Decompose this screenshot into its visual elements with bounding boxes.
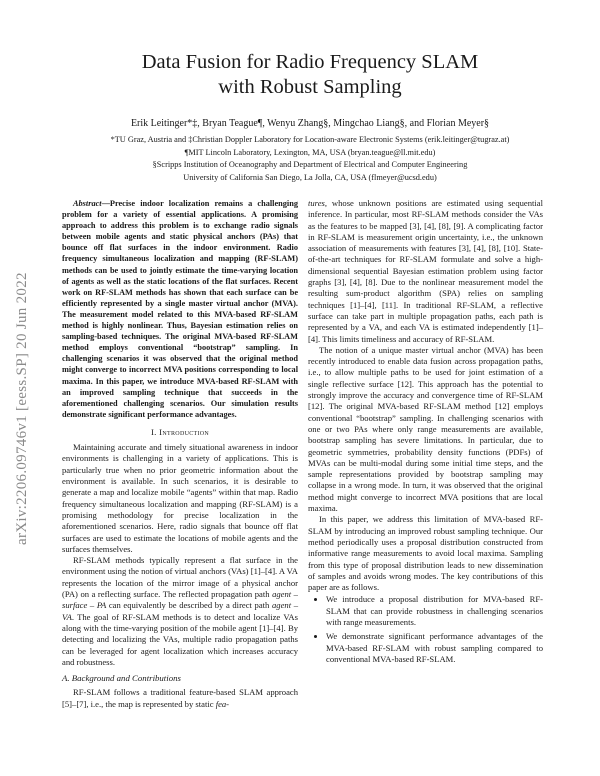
- contribution-paragraph: In this paper, we address this limitation of MVA-based RF-SLAM by introducing an improved robust sampling technique. Our method periodically uses a proposal distribution constructed from informative range measurements to avoid local maxima. Sampling from this type of proposal distribution leads to new dissemination of samples and avoids wrong modes. The key contributions of this paper are as follows.: [308, 514, 543, 593]
- left-column: [62, 198, 298, 710]
- title-line-2: with Robust Sampling: [218, 76, 402, 98]
- affiliation-line: ¶MIT Lincoln Laboratory, Lexington, MA, USA (bryan.teague@ll.mit.edu): [184, 147, 436, 157]
- background-continued-text: , whose unknown positions are estimated using sequential inference. In particular, most RF-SLAM methods consider the VAs as the features to be mapped [3], [4], [8], [9]. A complicating factor in RF-SLAM is measurement origin uncertainty, i.e., the unknown association of measurements with features [3], [4], [8], [10]. State-of-the-art techniques for RF-SLAM formulate and solve a high-dimensional sequential Bayesian estimation problem using factor graphs [3], [4], [8]. Due to the nonlinear measurement model the resulting sum-product algorithm (SPA) relies on sampling techniques [1]–[4], [11]. In traditional RF-SLAM, a reflective surface can take part in multiple propagation paths, each path is represented by a VA, and each VA is estimated independently [1]–[4]. This limits timeliness and accuracy of RF-SLAM.: [308, 198, 543, 344]
- arxiv-identifier: arXiv:2206.09746v1 [eess.SP] 20 Jun 2022: [14, 272, 30, 545]
- affiliation-line: *TU Graz, Austria and ‡Christian Doppler Laboratory for Location-aware Electronic Systems (erik.leitinger@tugraz.at): [110, 135, 510, 144]
- list-item: • We demonstrate significant performance advantages of the MVA-based RF-SLAM with robust sampling compared to conventional MVA-based RF-SLAM.: [326, 631, 543, 665]
- paper-title: [60, 50, 560, 100]
- abstract: [62, 198, 298, 420]
- right-column: [308, 198, 543, 668]
- path-notation-2: agent – VA: [62, 600, 298, 622]
- intro-p2-text-c: . The goal of RF-SLAM methods is to detect and localize VAs along with the time-varying position of the mobile agent [1]–[4]. By detecting and localizing the VAs, multiple radio propagation paths can be leveraged for agent localization which increases accuracy and robustness.: [62, 611, 298, 667]
- contributions-list: [308, 594, 543, 665]
- abstract-label: Abstract: [73, 199, 102, 208]
- background-text: RF-SLAM follows a traditional feature-based SLAM approach [5]–[7], i.e., the map is represented by static: [62, 687, 298, 709]
- intro-p2-text-a: RF-SLAM methods typically represent a flat surface in the environment using the notion of virtual anchors (VAs) [1]–[4]. A VA represents the location of the mirror image of a physical anchor (PA) on a reflecting surface. The reflected propagation path: [62, 555, 298, 600]
- mva-paragraph: The notion of a unique master virtual anchor (MVA) has been recently introduced to enable data fusion across propagation paths, i.e., to allow multiple paths to be used for joint estimation of a single reflective surface [12]. This approach has the potential to strongly improve the accuracy and convergence time of RF-SLAM [12]. The original MVA-based RF-SLAM method [12] employs conventional “bootstrap” sampling. In challenging scenarios with one or two PAs where only range measurements are available, bootstrap sampling has severe limitations. In particular, due to geometric symmetries, probability density functions (PDFs) of MVAs can be multi-modal during some initial time steps, and the sample representations provided by bootstrap sampling may collapse in a wrong mode. In turn, it was observed that the original method might converge to incorrect MVA positions that are local maxima.: [308, 344, 543, 514]
- affiliation-line: §Scripps Institution of Oceanography and Department of Electrical and Computer Engineering: [152, 160, 468, 169]
- intro-paragraph-2: [62, 555, 298, 668]
- author-list: Erik Leitinger*‡, Bryan Teague¶, Wenyu Zhang§, Mingchao Liang§, and Florian Meyer§: [130, 118, 490, 129]
- affiliation-line: University of California San Diego, La Jolla, CA, USA (flmeyer@ucsd.edu): [183, 172, 437, 182]
- list-item: • We introduce a proposal distribution for MVA-based RF-SLAM that can provide robustness in challenging scenarios with range measurements.: [326, 594, 543, 628]
- section-heading-introduction: I. Introduction: [150, 426, 210, 437]
- background-paragraph-start: [62, 687, 298, 710]
- subsection-heading-background: A. Background and Contributions: [62, 673, 181, 684]
- path-notation-1: agent – surface – PA: [62, 589, 298, 611]
- abstract-text: —Precise indoor localization remains a challenging problem for a variety of essential applications. A promising approach to address this problem is to exchange radio signals between mobile agents and static physical anchors (PAs) that bounce off flat surfaces in the indoor environment. Radio frequency simultaneous localization and mapping (RF-SLAM) methods can be used to jointly estimate the time-varying location of agents as well as the static locations of the flat surfaces. Recent work on RF-SLAM methods has shown that each surface can be efficiently represented by a single master virtual anchor (MVA). The measurement model related to this MVA-based RF-SLAM method is highly nonlinear. Thus, Bayesian estimation relies on sampling-based techniques. The original MVA-based RF-SLAM method employs conventional “bootstrap” sampling. In challenging scenarios it was observed that the original method might converge to incorrect MVA positions corresponding to local maxima. In this paper, we introduce MVA-based RF-SLAM with an improved sampling technique that succeeds in the aforementioned challenging scenarios. Our simulation results demonstrate significant performance advantages.: [62, 199, 298, 419]
- affiliations: [60, 134, 560, 184]
- intro-paragraph-1: Maintaining accurate and timely situational awareness in indoor environments is challenging in a variety of applications. This is particularly true when no prior geometric information about the environment is available. In such scenarios, it is desirable to generate a map and localize mobile “agents” within that map. Radio frequency simultaneous localization and mapping (RF-SLAM) is a promising methodology for precise localization in the aforementioned scenarios. Here, radio signals that bounce off flat surfaces are used to estimate the locations of mobile agents and the surfaces themselves.: [62, 442, 298, 554]
- hyphenated-word-end: tures: [308, 198, 325, 208]
- title-line-1: Data Fusion for Radio Frequency SLAM: [141, 51, 479, 73]
- background-paragraph-continued: [308, 198, 543, 345]
- intro-p2-text-b: can equivalently be described by a direct path: [106, 600, 272, 611]
- hyphenated-word: fea-: [215, 698, 230, 709]
